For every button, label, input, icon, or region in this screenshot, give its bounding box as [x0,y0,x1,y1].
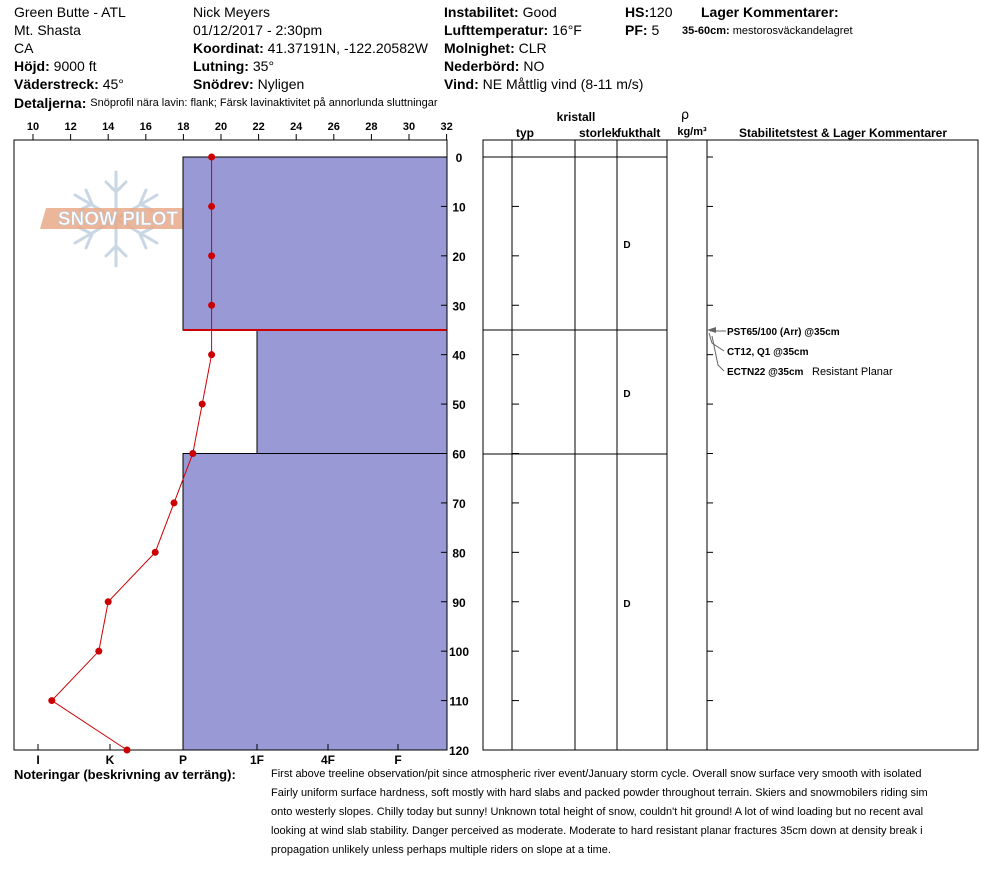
hardness-tick-label: K [105,753,115,767]
wind-value: NE Måttlig vind (8-11 m/s) [482,76,644,92]
pf-label: PF: [625,22,648,38]
temperature-point [199,401,206,408]
temperature-point [105,598,112,605]
temp-tick-label: 22 [252,121,265,133]
header-size: storlek [579,126,619,140]
location-name: Green Butte - ATL [14,4,126,20]
notes-line: onto westerly slopes. Chilly today but sunny! Unknown total height of snow, couldn't hit ground! A lot of wind loading but no recent aval [271,806,924,818]
layer-table [483,140,978,750]
stability-label: Instabilitet: [444,4,519,20]
temp-tick-label: 32 [440,121,453,133]
temp-tick-label: 18 [177,121,190,133]
moisture-label: D [623,389,631,400]
temp-tick-label: 20 [214,121,228,133]
hs-label: HS: [625,4,650,20]
hs-value: 120 [649,4,673,20]
temperature-point [48,697,55,704]
wind-label: Vind: [444,76,479,92]
depth-tick-label: 80 [452,546,466,561]
stability-value: Good [522,4,557,20]
depth-tick-label: 110 [449,694,469,709]
slope-value: 35° [252,58,275,74]
depth-tick-label: 120 [448,744,470,758]
header-density-unit: kg/m³ [677,126,707,138]
details-value: Snöprofil nära lavin: flank; Färsk lavinaktivitet på annorlunda sluttningar [90,97,438,109]
range-name: Mt. Shasta [14,22,81,38]
notes-line: propagation unlikely unless perhaps multiple riders on slope at a time. [271,844,611,856]
depth-tick-label: 60 [452,447,466,462]
coord-label: Koordinat: [193,40,264,56]
hardness-layer [257,330,447,454]
hardness-tick-label: I [36,753,40,767]
temperature-point [208,351,215,358]
depth-tick-label: 50 [452,398,466,413]
fracture-character: Resistant Planar [812,366,893,378]
aspect-value: 45° [102,76,124,92]
header-rho: ρ [680,108,690,123]
temperature-point [152,549,159,556]
depth-tick-label: 10 [452,200,466,215]
snowpilot-logo [40,172,196,266]
moisture-label: D [623,599,631,610]
slope-label: Lutning: [193,58,249,74]
temperature-point [208,302,215,309]
temp-tick-label: 10 [26,121,40,133]
observation-datetime: 01/12/2017 - 2:30pm [193,22,323,38]
temperature-point [124,747,131,754]
hardness-tick-label: 4F [320,753,336,767]
layer-comment-range: 35-60cm: [682,25,730,37]
temperature-point [208,203,215,210]
notes-line: Fairly uniform surface hardness, soft mostly with hard slabs and packed powder throughout terrain. Skiers and snowmobilers riding sim [271,787,928,799]
precip-value: NO [523,58,545,74]
header-stability-comments: Stabilitetstest & Lager Kommentarer [738,126,948,140]
state-name: CA [14,40,34,56]
temp-tick-label: 12 [64,121,77,133]
hardness-layer [183,454,447,751]
temp-tick-label: 14 [102,121,115,133]
logo-text: SNOW PILOT [57,209,179,230]
temperature-point [208,154,215,161]
sky-label: Molnighet: [444,40,515,56]
wind-loading-value: Nyligen [257,76,305,92]
test-pointer [712,336,724,371]
temperature-point [95,648,102,655]
temperature-point [171,499,178,506]
stability-tests [707,327,893,378]
depth-tick-label: 20 [452,249,466,264]
arrow-icon [707,327,716,333]
elevation-value: 9000 ft [53,58,97,74]
pf-value: 5 [651,22,660,38]
layer-comment-text: mestorosväckandelagret [732,25,853,37]
hardness-layers [183,157,447,750]
depth-tick-label: 90 [452,595,466,610]
temp-tick-label: 26 [327,121,340,133]
aspect-label: Väderstreck: [14,76,99,92]
temperature-axis [27,121,453,140]
depth-tick-label: 0 [455,151,463,165]
depth-tick-label: 40 [452,348,466,363]
air-temp-value: 16°F [552,22,582,38]
stability-test-pst: PST65/100 (Arr) @35cm [727,327,840,338]
sky-value: CLR [518,40,547,56]
layer-comments-label: Lager Kommentarer: [701,4,839,20]
hardness-tick-label: F [394,753,402,767]
temperature-point [189,450,196,457]
depth-tick-label: 30 [452,299,466,314]
temp-tick-label: 16 [139,121,152,133]
header-type: typ [516,126,534,140]
details-label: Detaljerna: [14,95,87,111]
depth-tick-label: 100 [448,645,470,660]
air-temp-label: Lufttemperatur: [444,22,549,38]
notes-line: First above treeline observation/pit since atmospheric river event/January storm cycle. Overall snow surface very smooth with isolated [271,768,922,780]
elevation-label: Höjd: [14,58,50,74]
temp-tick-label: 28 [365,121,378,133]
stability-test-ct: CT12, Q1 @35cm [727,347,809,358]
observer-name: Nick Meyers [193,4,271,20]
header-moisture: fukthalt [617,126,661,140]
notes-line: looking at wind slab stability. Danger perceived as moderate. Moderate to hard resistant planar fractures 35cm down at density break i [271,825,923,837]
wind-loading-label: Snödrev: [193,76,254,92]
precip-label: Nederbörd: [444,58,520,74]
depth-tick-label: 70 [452,496,466,511]
temperature-point [208,252,215,259]
hardness-tick-label: 1F [249,753,265,767]
hardness-tick-label: P [178,753,188,767]
notes-label: Noteringar (beskrivning av terräng): [14,767,236,782]
coord-value: 41.37191N, -122.20582W [267,40,428,56]
test-pointer [709,333,724,351]
header-crystal: kristall [556,110,596,124]
temp-tick-label: 30 [402,121,416,133]
temp-tick-label: 24 [290,121,303,133]
stability-test-ectn: ECTN22 @35cm [727,367,804,378]
hardness-layer [183,157,447,330]
moisture-label: D [623,240,631,251]
table-frame [483,140,978,750]
